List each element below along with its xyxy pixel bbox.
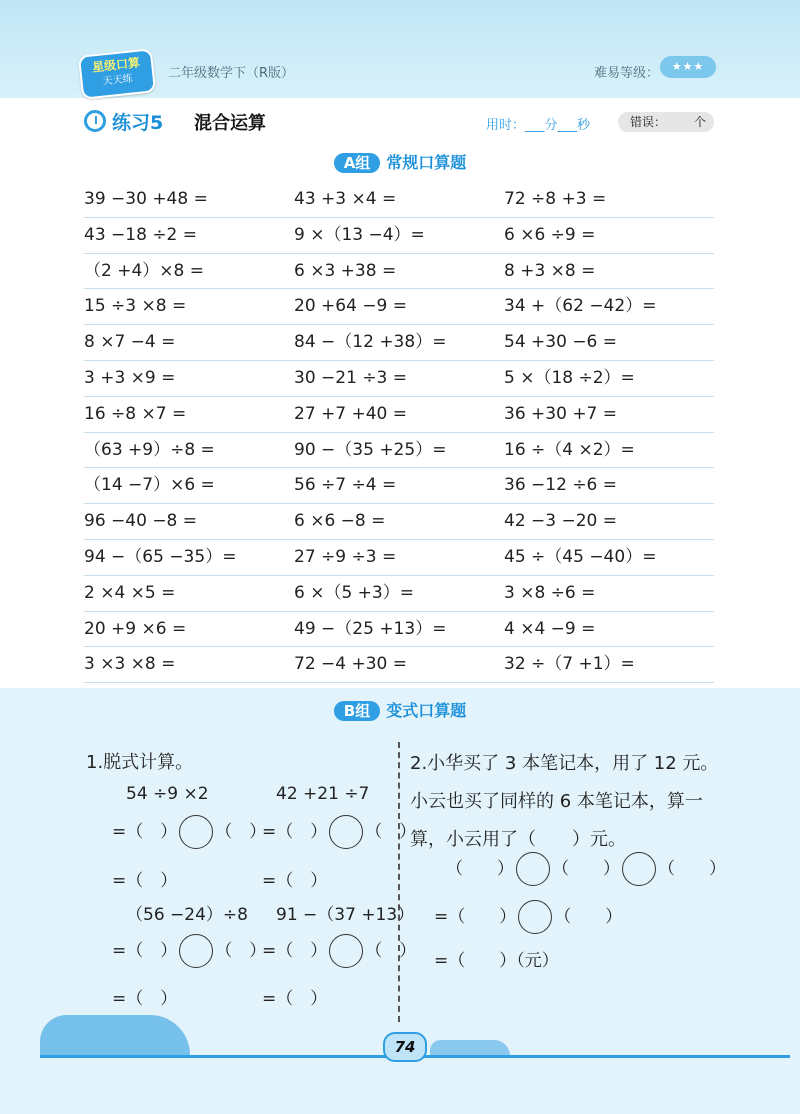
problem-cell: 54 +30 −6 = xyxy=(504,332,618,353)
problem-row xyxy=(84,218,714,254)
problem-cell: 27 ÷9 ÷3 = xyxy=(294,546,397,567)
operator-circle[interactable] xyxy=(518,900,552,934)
group-a-heading xyxy=(0,150,800,173)
problem-cell: （63 +9）÷8 = xyxy=(84,439,215,460)
q1-step-2a: =（ ） （ ） xyxy=(262,815,416,849)
problem-row xyxy=(84,504,714,540)
wave-decoration-small xyxy=(430,1040,510,1056)
q2-question-text: 2.小华买了 3 本笔记本，用了 12 元。小云也买了同样的 6 本笔记本，算一算，小云用了（ ）元。 xyxy=(410,753,719,850)
problem-cell: 16 ÷（4 ×2）= xyxy=(504,439,635,460)
problem-cell: 34 +（62 −42）= xyxy=(504,296,657,317)
group-b-title: 变式口算题 xyxy=(386,701,467,720)
problem-cell: 45 ÷（45 −40）= xyxy=(504,546,657,567)
problem-cell: 27 +7 +40 = xyxy=(294,403,408,424)
problem-cell: 36 +30 +7 = xyxy=(504,403,618,424)
q2-step-2: =（ ）（元） xyxy=(434,951,559,971)
q1-step-1b[interactable]: =（ ） xyxy=(112,871,178,891)
grade-label: 二年级数学下（R版） xyxy=(168,66,295,81)
problem-row xyxy=(84,576,714,612)
problem-cell: 3 ×8 ÷6 = xyxy=(504,582,596,603)
problem-cell: 6 ×3 +38 = xyxy=(294,260,397,281)
problem-row xyxy=(84,433,714,469)
wave-decoration xyxy=(40,1015,190,1055)
problem-cell: 8 ×7 −4 = xyxy=(84,332,176,353)
problem-row xyxy=(84,254,714,290)
group-b-badge: B组 xyxy=(334,701,380,721)
error-unit: 个 xyxy=(694,115,707,129)
error-label: 错误： xyxy=(630,115,667,129)
q1-title: 1.脱式计算。 xyxy=(86,752,194,773)
q1-expression-3: （56 −24）÷8 xyxy=(126,905,248,925)
series-logo xyxy=(78,48,156,99)
problem-cell: 84 −（12 +38）= xyxy=(294,332,447,353)
difficulty-stars: ★★★ xyxy=(660,56,716,78)
problem-cell: 20 +9 ×6 = xyxy=(84,618,187,639)
problem-cell: 42 −3 −20 = xyxy=(504,511,618,532)
problem-cell: 56 ÷7 ÷4 = xyxy=(294,475,397,496)
problem-cell: 72 −4 +30 = xyxy=(294,654,408,675)
problem-row xyxy=(84,289,714,325)
operator-circle[interactable] xyxy=(179,934,213,968)
group-a-badge: A组 xyxy=(334,153,381,173)
problem-cell: 94 −（65 −35）= xyxy=(84,546,237,567)
problem-cell: 8 +3 ×8 = xyxy=(504,260,596,281)
q1-expression-4: 91 −（37 +13） xyxy=(276,905,415,925)
problem-cell: 43 −18 ÷2 = xyxy=(84,224,198,245)
problem-row xyxy=(84,647,714,683)
q1-step-2b[interactable]: =（ ） xyxy=(262,871,328,891)
problem-cell: 49 −（25 +13）= xyxy=(294,618,447,639)
operator-circle[interactable] xyxy=(516,852,550,886)
difficulty-label: 难易等级： xyxy=(594,66,660,81)
q1-expression-1: 54 ÷9 ×2 xyxy=(126,784,209,804)
group-a-title: 常规口算题 xyxy=(386,153,467,172)
problem-cell: 32 ÷（7 +1）= xyxy=(504,654,635,675)
q1-step-3b[interactable]: =（ ） xyxy=(112,989,178,1009)
problem-row xyxy=(84,182,714,218)
exercise-number: 练习5 xyxy=(112,112,164,134)
problem-row xyxy=(84,612,714,648)
problem-row xyxy=(84,468,714,504)
group-a-problem-grid xyxy=(84,182,714,683)
q1-step-3a: =（ ） （ ） xyxy=(112,934,266,968)
problem-cell: 30 −21 ÷3 = xyxy=(294,367,408,388)
problem-cell: 3 +3 ×9 = xyxy=(84,367,176,388)
q1-step-4b[interactable]: =（ ） xyxy=(262,989,328,1009)
operator-circle[interactable] xyxy=(329,815,363,849)
problem-row xyxy=(84,397,714,433)
problem-cell: （2 +4）×8 = xyxy=(84,260,204,281)
operator-circle[interactable] xyxy=(329,934,363,968)
problem-cell: 90 −（35 +25）= xyxy=(294,439,447,460)
operator-circle[interactable] xyxy=(622,852,656,886)
q1-step-1a: =（ ） （ ） xyxy=(112,815,266,849)
q2-expression-row: （ ） （ ） （ ） xyxy=(446,852,726,886)
problem-row xyxy=(84,361,714,397)
q2-step-1: =（ ） （ ） xyxy=(434,900,622,934)
exercise-header xyxy=(84,110,714,136)
q1-step-4a: =（ ） （ ） xyxy=(262,934,416,968)
problem-cell: 20 +64 −9 = xyxy=(294,296,408,317)
problem-row xyxy=(84,325,714,361)
problem-cell: 9 ×（13 −4）= xyxy=(294,224,425,245)
problem-cell: 72 ÷8 +3 = xyxy=(504,189,607,209)
problem-cell: 6 ×（5 +3）= xyxy=(294,582,414,603)
clock-icon xyxy=(84,110,106,132)
column-divider xyxy=(398,742,400,1022)
time-used-label: 用时：___分___秒 xyxy=(486,118,591,133)
problem-cell: 4 ×4 −9 = xyxy=(504,618,596,639)
logo-line1: 星级口算 xyxy=(91,55,141,75)
problem-cell: 36 −12 ÷6 = xyxy=(504,475,618,496)
problem-cell: 15 ÷3 ×8 = xyxy=(84,296,187,317)
problem-cell: 43 +3 ×4 = xyxy=(294,189,397,209)
problem-cell: 16 ÷8 ×7 = xyxy=(84,403,187,424)
problem-cell: 2 ×4 ×5 = xyxy=(84,582,176,603)
operator-circle[interactable] xyxy=(179,815,213,849)
problem-cell: 6 ×6 ÷9 = xyxy=(504,224,596,245)
problem-cell: 39 −30 +48 = xyxy=(84,189,208,209)
problem-cell: 96 −40 −8 = xyxy=(84,511,198,532)
problem-cell: 5 ×（18 ÷2）= xyxy=(504,367,635,388)
group-b-heading xyxy=(0,698,800,721)
problem-cell: 6 ×6 −8 = xyxy=(294,511,386,532)
problem-cell: （14 −7）×6 = xyxy=(84,475,215,496)
error-count-box xyxy=(618,112,714,132)
problem-row xyxy=(84,540,714,576)
exercise-title: 混合运算 xyxy=(194,113,266,134)
q1-expression-2: 42 +21 ÷7 xyxy=(276,784,370,804)
problem-cell: 3 ×3 ×8 = xyxy=(84,654,176,675)
page-number: 74 xyxy=(383,1032,427,1062)
logo-line2: 天天练 xyxy=(102,73,134,88)
